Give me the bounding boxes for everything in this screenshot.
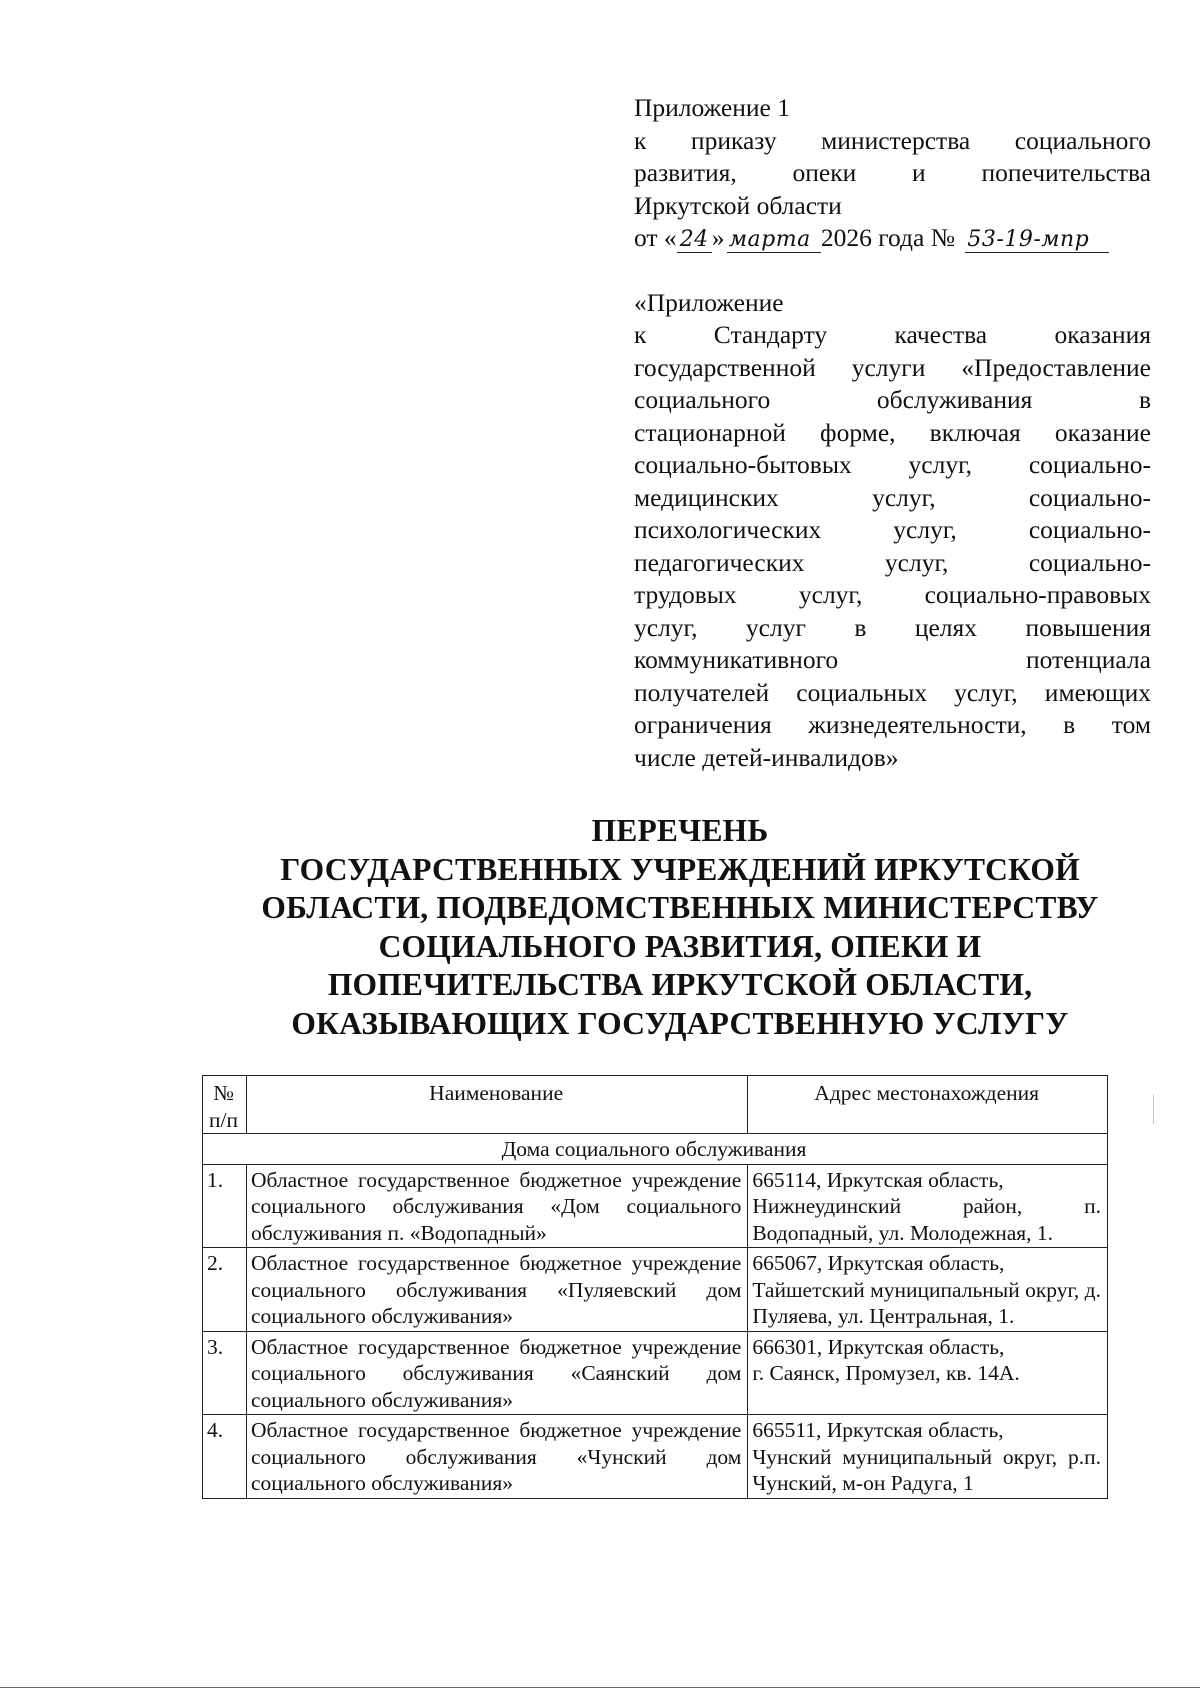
- standard-line-7: психологических услуг, социально-: [634, 515, 1151, 544]
- table-row: [203, 1415, 1108, 1499]
- standard-line-13: ограничения жизнедеятельности, в том: [634, 710, 1151, 739]
- standard-line-5: социально-бытовых услуг, социально-: [634, 450, 1151, 479]
- institution-address: [748, 1164, 1108, 1248]
- address-line-1: 665114, Иркутская область,: [752, 1167, 1004, 1192]
- section-row: [203, 1134, 1108, 1165]
- standard-line-8: педагогических услуг, социально-: [634, 547, 1151, 577]
- address-line-1: 666301, Иркутская область,: [752, 1334, 1005, 1359]
- header-number-abbr: п/п: [208, 1107, 238, 1132]
- order-number-handwritten: 53-19-мпр: [965, 228, 1109, 253]
- standard-line-10: услуг, услуг в целях повышения: [634, 612, 1151, 642]
- table-header-row: [203, 1076, 1108, 1134]
- institution-address: [748, 1331, 1108, 1415]
- header-name: Наименование: [246, 1076, 747, 1134]
- standard-line-2: государственной услуги «Предоставление: [634, 352, 1151, 382]
- section-title: Дома социального обслуживания: [203, 1134, 1108, 1165]
- list-title-line-5: ПОПЕЧИТЕЛЬСТВА ИРКУТСКОЙ ОБЛАСТИ,: [327, 967, 1033, 1002]
- order-year-text: 2026 года №: [820, 223, 956, 252]
- address-rest: г. Саянск, Промузел, кв. 14А.: [752, 1361, 1020, 1385]
- header-number-symbol: №: [213, 1081, 234, 1105]
- scan-edge-mark: [1153, 1094, 1154, 1124]
- standard-line-4: стационарной форме, включая оказание: [634, 417, 1151, 447]
- standard-line-6: медицинских услуг, социально-: [634, 482, 1151, 512]
- standard-line-14: числе детей-инвалидов»: [634, 742, 899, 772]
- date-prefix: от «: [634, 223, 677, 252]
- appendix-header: [634, 92, 1151, 774]
- table-row: [203, 1248, 1108, 1332]
- list-title-line-1: ПЕРЕЧЕНЬ: [591, 813, 769, 848]
- page-bottom-rule: [0, 1687, 1200, 1688]
- appendix-line-1: Приложение 1: [634, 93, 790, 122]
- address-rest: Чунский муниципальный округ, р.п. Чунский, м-он Радуга, 1: [752, 1444, 1101, 1495]
- row-number: 1.: [203, 1164, 247, 1248]
- list-title-line-3: ОБЛАСТИ, ПОДВЕДОМСТВЕННЫХ МИНИСТЕРСТВУ: [261, 890, 1099, 925]
- row-number: 4.: [203, 1415, 247, 1499]
- standard-line-12: получателей социальных услуг, имеющих: [634, 677, 1151, 707]
- address-rest: Тайшетский муниципальный округ, д. Пуляева, ул. Центральная, 1.: [752, 1277, 1101, 1328]
- standard-line-9: трудовых услуг, социально-правовых: [634, 580, 1151, 609]
- order-month-handwritten: марта: [727, 228, 821, 253]
- header-address: Адрес местонахождения: [748, 1076, 1108, 1134]
- institution-name: Областное государственное бюджетное учреждение социального обслуживания «Чунский дом социального обслуживания»: [246, 1415, 747, 1499]
- appendix-line-3: развития, опеки и попечительства: [634, 158, 1151, 187]
- institution-name: Областное государственное бюджетное учреждение социального обслуживания «Саянский дом социального обслуживания»: [246, 1331, 747, 1415]
- appendix-line-2: к приказу министерства социального: [634, 125, 1151, 155]
- list-title-line-2: ГОСУДАРСТВЕННЫХ УЧРЕЖДЕНИЙ ИРКУТСКОЙ: [280, 851, 1080, 887]
- address-line-1: 665511, Иркутская область,: [752, 1418, 1004, 1442]
- order-date-line: [634, 222, 1151, 255]
- institution-address: [748, 1415, 1108, 1499]
- list-title-line-4: СОЦИАЛЬНОГО РАЗВИТИЯ, ОПЕКИ И: [378, 928, 982, 964]
- table-row: [203, 1331, 1108, 1415]
- standard-line-3: социального обслуживания в: [634, 385, 1151, 414]
- standard-appendix-title: «Приложение: [634, 287, 784, 317]
- institution-address: [748, 1248, 1108, 1332]
- institutions-table: [202, 1075, 1108, 1499]
- row-number: 2.: [203, 1248, 247, 1332]
- institution-name: Областное государственное бюджетное учреждение социального обслуживания «Пуляевский дом социального обслуживания»: [246, 1248, 747, 1332]
- list-title-line-6: ОКАЗЫВАЮЩИХ ГОСУДАРСТВЕННУЮ УСЛУГУ: [291, 1005, 1069, 1041]
- institution-name: Областное государственное бюджетное учреждение социального обслуживания «Дом социального обслуживания п. «Водопадный»: [246, 1164, 747, 1248]
- header-number: [203, 1076, 247, 1134]
- address-line-1: 665067, Иркутская область,: [752, 1251, 1005, 1275]
- date-quote-close: »: [711, 223, 725, 252]
- row-number: 3.: [203, 1331, 247, 1415]
- table-row: [203, 1164, 1108, 1248]
- standard-line-1: к Стандарту качества оказания: [634, 320, 1151, 349]
- standard-line-11: коммуникативного потенциала: [634, 645, 1151, 674]
- appendix-line-4: Иркутской области: [634, 190, 842, 220]
- list-title: [200, 812, 1160, 1043]
- order-day-handwritten: 24: [677, 228, 712, 253]
- address-rest: Нижнеудинский район, п. Водопадный, ул. Молодежная, 1.: [752, 1194, 1101, 1245]
